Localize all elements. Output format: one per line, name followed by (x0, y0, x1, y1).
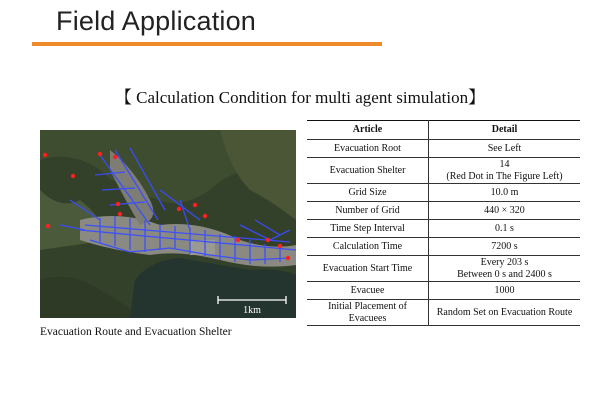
row-detail: Every 203 s Between 0 s and 2400 s (429, 256, 581, 282)
section-subtitle: 【 Calculation Condition for multi agent simulation】 (114, 88, 486, 107)
row-article: Evacuation Root (307, 140, 429, 158)
map-svg (40, 130, 296, 318)
row-article: Evacuation Start Time (307, 256, 429, 282)
row-article: Evacuation Shelter (307, 158, 429, 184)
row-detail: Random Set on Evacuation Route (429, 300, 581, 326)
table-row (307, 238, 580, 256)
row-detail: 7200 s (429, 238, 581, 256)
title-underline (32, 42, 382, 46)
table-row (307, 158, 580, 184)
header-article: Article (307, 121, 429, 140)
row-detail: See Left (429, 140, 581, 158)
row-article: Initial Placement of Evacuees (307, 300, 429, 326)
table-row (307, 184, 580, 202)
row-detail: 14 (Red Dot in The Figure Left) (429, 158, 581, 184)
table-row (307, 140, 580, 158)
slide-title: Field Application (56, 6, 257, 36)
header-detail: Detail (429, 121, 581, 140)
row-article: Number of Grid (307, 202, 429, 220)
table-row (307, 282, 580, 300)
table-row (307, 202, 580, 220)
table-row (307, 220, 580, 238)
evacuation-map (40, 130, 296, 318)
map-caption: Evacuation Route and Evacuation Shelter (40, 326, 232, 338)
row-detail: 0.1 s (429, 220, 581, 238)
calculation-condition-table (307, 120, 580, 326)
row-detail: 1000 (429, 282, 581, 300)
table-row (307, 256, 580, 282)
row-detail: 10.0 m (429, 184, 581, 202)
scale-label: 1km (243, 305, 261, 316)
row-article: Calculation Time (307, 238, 429, 256)
row-article: Grid Size (307, 184, 429, 202)
table-row (307, 300, 580, 326)
row-detail: 440 × 320 (429, 202, 581, 220)
row-article: Evacuee (307, 282, 429, 300)
row-article: Time Step Interval (307, 220, 429, 238)
